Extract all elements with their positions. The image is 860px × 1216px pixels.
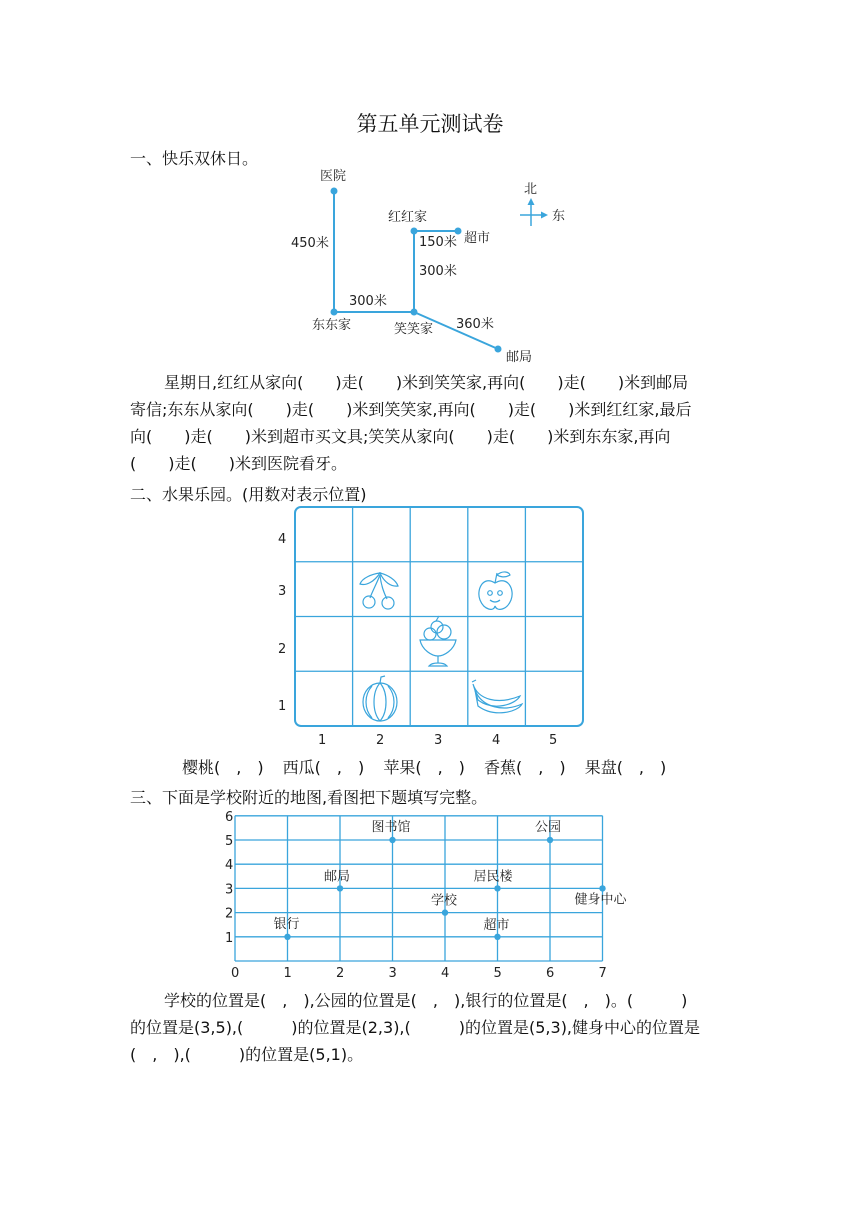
distance-label: 360米 xyxy=(456,317,494,332)
y-tick-label: 1 xyxy=(278,699,287,714)
map-point xyxy=(337,885,343,891)
watermelon-answer: 西瓜( , ) xyxy=(282,758,365,777)
distance-label: 450米 xyxy=(291,236,329,251)
map-point-label: 银行 xyxy=(273,916,300,932)
section-1-heading: 一、快乐双休日。 xyxy=(130,149,259,168)
honghong-label: 红红家 xyxy=(388,210,428,225)
page-title: 第五单元测试卷 xyxy=(356,112,504,136)
x-tick-label: 3 xyxy=(434,733,443,748)
map-point-label: 公园 xyxy=(535,820,562,835)
post-label: 邮局 xyxy=(506,350,533,365)
y-tick-label: 2 xyxy=(278,642,287,657)
x-tick-label: 6 xyxy=(546,966,555,981)
map-point xyxy=(547,837,553,843)
map-point-label: 图书馆 xyxy=(371,820,411,835)
cherry-answer: 樱桃( , ) xyxy=(182,758,264,777)
question-line: ( )走( )米到医院看牙。 xyxy=(130,454,347,473)
distance-label: 300米 xyxy=(349,294,387,309)
east-label: 东 xyxy=(552,209,566,224)
section-3-question xyxy=(130,987,730,1068)
hospital-label: 医院 xyxy=(320,169,347,184)
question-line: ( , ),( )的位置是(5,1)。 xyxy=(130,1045,364,1064)
x-tick-label: 3 xyxy=(388,966,397,981)
map-point-label: 居民楼 xyxy=(473,869,513,885)
question-line: 星期日,红红从家向( )走( )米到笑笑家,再向( )走( )米到邮局 xyxy=(164,373,689,392)
y-tick-label: 6 xyxy=(225,809,234,825)
map-point-label: 邮局 xyxy=(324,869,351,885)
x-tick-label: 5 xyxy=(549,733,558,748)
map-point-label: 学校 xyxy=(431,893,458,909)
map-point-label: 健身中心 xyxy=(574,892,627,908)
y-tick-label: 1 xyxy=(225,930,234,946)
map-point-label: 超市 xyxy=(483,917,510,933)
y-tick-label: 4 xyxy=(225,858,234,874)
question-line: 的位置是(3,5),( )的位置是(2,3),( )的位置是(5,3),健身中心的位置是 xyxy=(130,1018,701,1037)
y-tick-label: 4 xyxy=(278,532,287,547)
map-point xyxy=(494,934,500,940)
apple-answer: 苹果( , ) xyxy=(383,758,465,777)
x-tick-label: 7 xyxy=(598,966,607,981)
dongdong-label: 东东家 xyxy=(312,318,352,333)
x-tick-label: 1 xyxy=(283,966,292,981)
x-tick-label: 4 xyxy=(492,733,501,748)
map-point xyxy=(494,885,500,891)
section-2-heading: 二、水果乐园。(用数对表示位置) xyxy=(130,485,367,504)
map-point xyxy=(389,837,395,843)
x-tick-label: 1 xyxy=(318,733,327,748)
fruit-bowl-answer: 果盘( , ) xyxy=(584,758,667,777)
x-tick-label: 4 xyxy=(441,966,450,981)
distance-label: 300米 xyxy=(419,264,457,279)
question-line: 向( )走( )米到超市买文具;笑笑从家向( )走( )米到东东家,再向 xyxy=(130,427,671,446)
x-tick-label: 2 xyxy=(336,966,345,981)
x-tick-label: 5 xyxy=(493,966,502,981)
supermarket-label: 超市 xyxy=(464,231,491,246)
distance-label: 150米 xyxy=(419,235,457,250)
y-tick-label: 2 xyxy=(225,906,234,922)
y-tick-label: 3 xyxy=(278,584,287,599)
question-line: 学校的位置是( , ),公园的位置是( , ),银行的位置是( , )。( ) xyxy=(164,991,688,1010)
section-3-heading: 三、下面是学校附近的地图,看图把下题填写完整。 xyxy=(130,788,488,807)
north-label: 北 xyxy=(524,182,538,197)
x-tick-label: 0 xyxy=(231,966,240,981)
xiaoxiao-label: 笑笑家 xyxy=(394,322,434,337)
map-point xyxy=(284,934,290,940)
question-line: 寄信;东东从家向( )走( )米到笑笑家,再向( )走( )米到红红家,最后 xyxy=(130,400,692,419)
y-tick-label: 5 xyxy=(225,834,234,849)
x-tick-label: 2 xyxy=(376,733,385,748)
map-point xyxy=(599,885,605,891)
banana-answer: 香蕉( , ) xyxy=(484,758,566,777)
y-tick-label: 3 xyxy=(225,882,234,898)
map-point xyxy=(442,909,448,915)
